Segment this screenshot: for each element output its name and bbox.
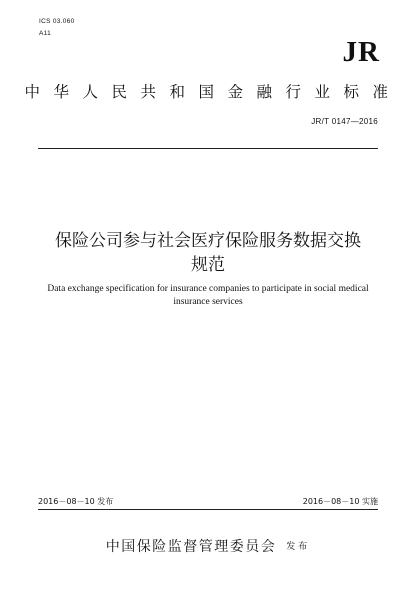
chinese-title-line-2: 规范 xyxy=(191,255,225,275)
implementation-date: 2016－08－10 实施 xyxy=(302,497,378,506)
english-title xyxy=(40,283,376,309)
issue-date: 2016－08－10 发布 xyxy=(38,497,114,506)
english-title-line-2: insurance services xyxy=(173,297,243,307)
bottom-divider xyxy=(38,509,378,510)
english-title-line-1: Data exchange specification for insurance companies to participate in social medical xyxy=(47,284,369,294)
standard-number: JR/T 0147—2016 xyxy=(311,117,378,126)
standard-category-title: 中华人民共和国金融行业标准 xyxy=(24,83,402,101)
classification-code: A11 xyxy=(39,30,51,37)
top-divider xyxy=(38,148,378,149)
jr-logo: JR xyxy=(342,36,380,68)
issuer-name: 中国保险监督管理委员会 xyxy=(105,539,277,555)
issuer-line xyxy=(0,536,416,556)
issuer-suffix: 发布 xyxy=(286,542,311,552)
chinese-title xyxy=(0,229,416,277)
ics-code: ICS 03.060 xyxy=(39,18,75,25)
chinese-title-line-1: 保险公司参与社会医疗保险服务数据交换 xyxy=(55,231,361,251)
